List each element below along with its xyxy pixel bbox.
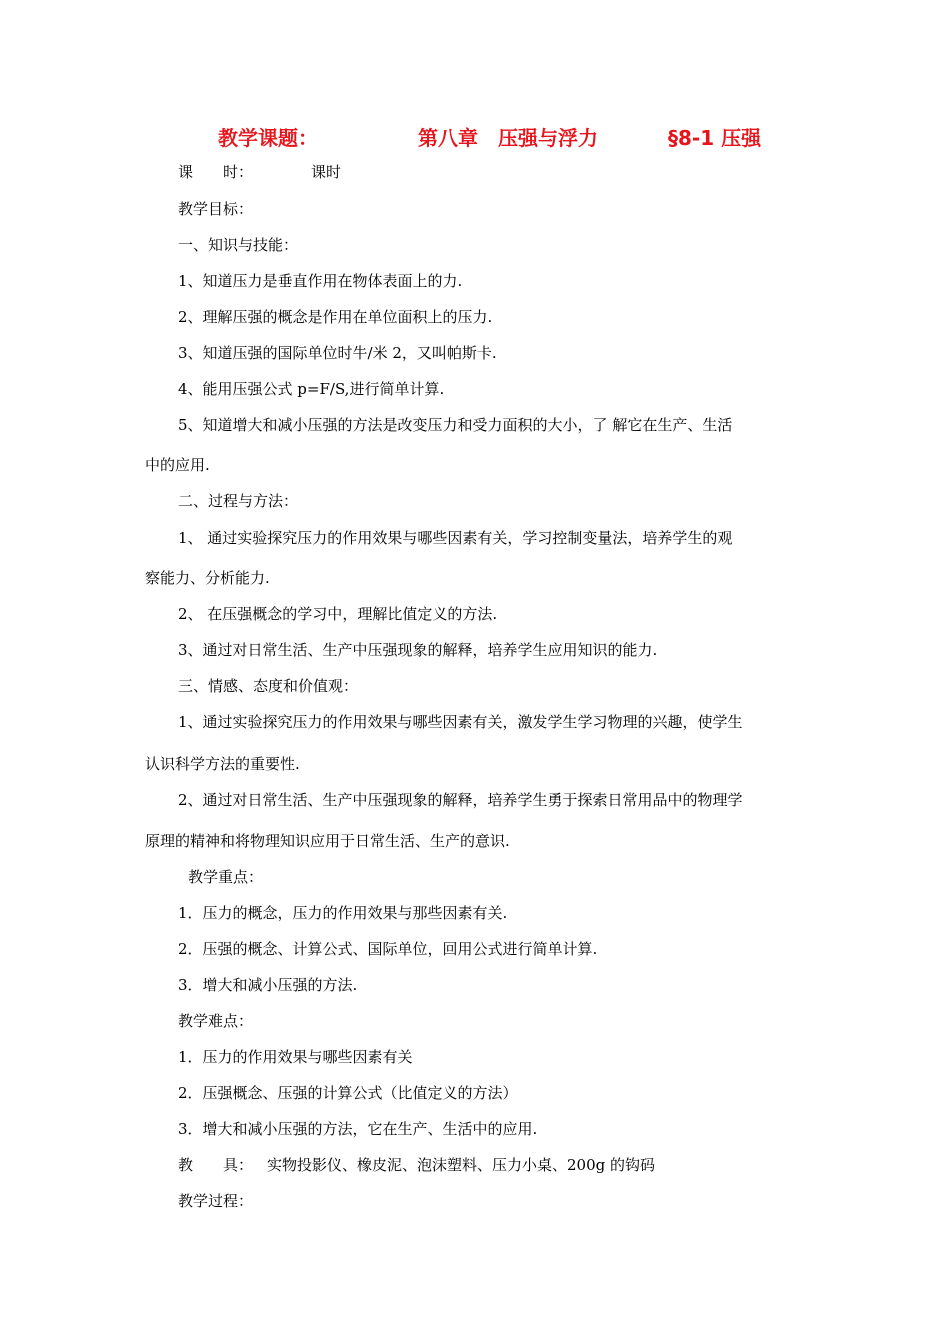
lesson-time-row	[178, 162, 341, 182]
knowledge-item-3: 3、知道压强的国际单位时牛/米 2，又叫帕斯卡.	[178, 344, 497, 362]
title-chapter: 第八章 压强与浮力	[418, 126, 598, 150]
attitude-heading: 三、情感、态度和价值观：	[178, 677, 359, 695]
key-points-heading: 教学重点：	[188, 868, 264, 886]
key-point-1: 1．压力的概念，压力的作用效果与那些因素有关.	[178, 904, 508, 922]
knowledge-item-2: 2、理解压强的概念是作用在单位面积上的压力.	[178, 308, 493, 326]
attitude-item-1-cont: 认识科学方法的重要性.	[145, 755, 300, 773]
difficulty-1: 1．压力的作用效果与哪些因素有关	[178, 1048, 413, 1066]
objectives-heading: 教学目标：	[178, 200, 254, 218]
tools-label: 教 具：	[178, 1156, 254, 1174]
process-item-1-cont: 察能力、分析能力.	[145, 569, 270, 587]
attitude-item-1: 1、通过实验探究压力的作用效果与哪些因素有关，激发学生学习物理的兴趣，使学生	[178, 713, 743, 731]
lesson-time-label: 课 时：	[178, 163, 254, 181]
process-item-3: 3、通过对日常生活、生产中压强现象的解释，培养学生应用知识的能力.	[178, 641, 658, 659]
title-label: 教学课题：	[218, 126, 318, 150]
knowledge-item-5: 5、知道增大和减小压强的方法是改变压力和受力面积的大小，了 解它在生产、生活	[178, 416, 733, 434]
attitude-item-2: 2、通过对日常生活、生产中压强现象的解释，培养学生勇于探索日常用品中的物理学	[178, 791, 743, 809]
difficulties-heading: 教学难点：	[178, 1012, 254, 1030]
key-point-3: 3．增大和减小压强的方法.	[178, 976, 358, 994]
difficulty-2: 2．压强概念、压强的计算公式（比值定义的方法）	[178, 1084, 518, 1102]
tools-value: 实物投影仪、橡皮泥、泡沫塑料、压力小桌、200g 的钩码	[267, 1156, 656, 1174]
tools-row	[178, 1155, 655, 1175]
process-steps-heading: 教学过程：	[178, 1192, 254, 1210]
difficulty-3: 3．增大和减小压强的方法，它在生产、生活中的应用.	[178, 1120, 538, 1138]
knowledge-item-5-cont: 中的应用.	[145, 456, 210, 474]
attitude-item-2-cont: 原理的精神和将物理知识应用于日常生活、生产的意识.	[145, 832, 510, 850]
lesson-time-value: 课时	[311, 163, 342, 181]
title-section: §8-1 压强	[668, 126, 762, 150]
process-item-1: 1、 通过实验探究压力的作用效果与哪些因素有关，学习控制变量法，培养学生的观	[178, 529, 733, 547]
process-item-2: 2、 在压强概念的学习中，理解比值定义的方法.	[178, 605, 498, 623]
key-point-2: 2．压强的概念、计算公式、国际单位，回用公式进行简单计算.	[178, 940, 598, 958]
knowledge-heading: 一、知识与技能：	[178, 236, 299, 254]
knowledge-item-1: 1、知道压力是垂直作用在物体表面上的力.	[178, 272, 463, 290]
knowledge-item-4: 4、能用压强公式 p=F/S,进行简单计算.	[178, 380, 445, 398]
process-heading: 二、过程与方法：	[178, 492, 299, 510]
